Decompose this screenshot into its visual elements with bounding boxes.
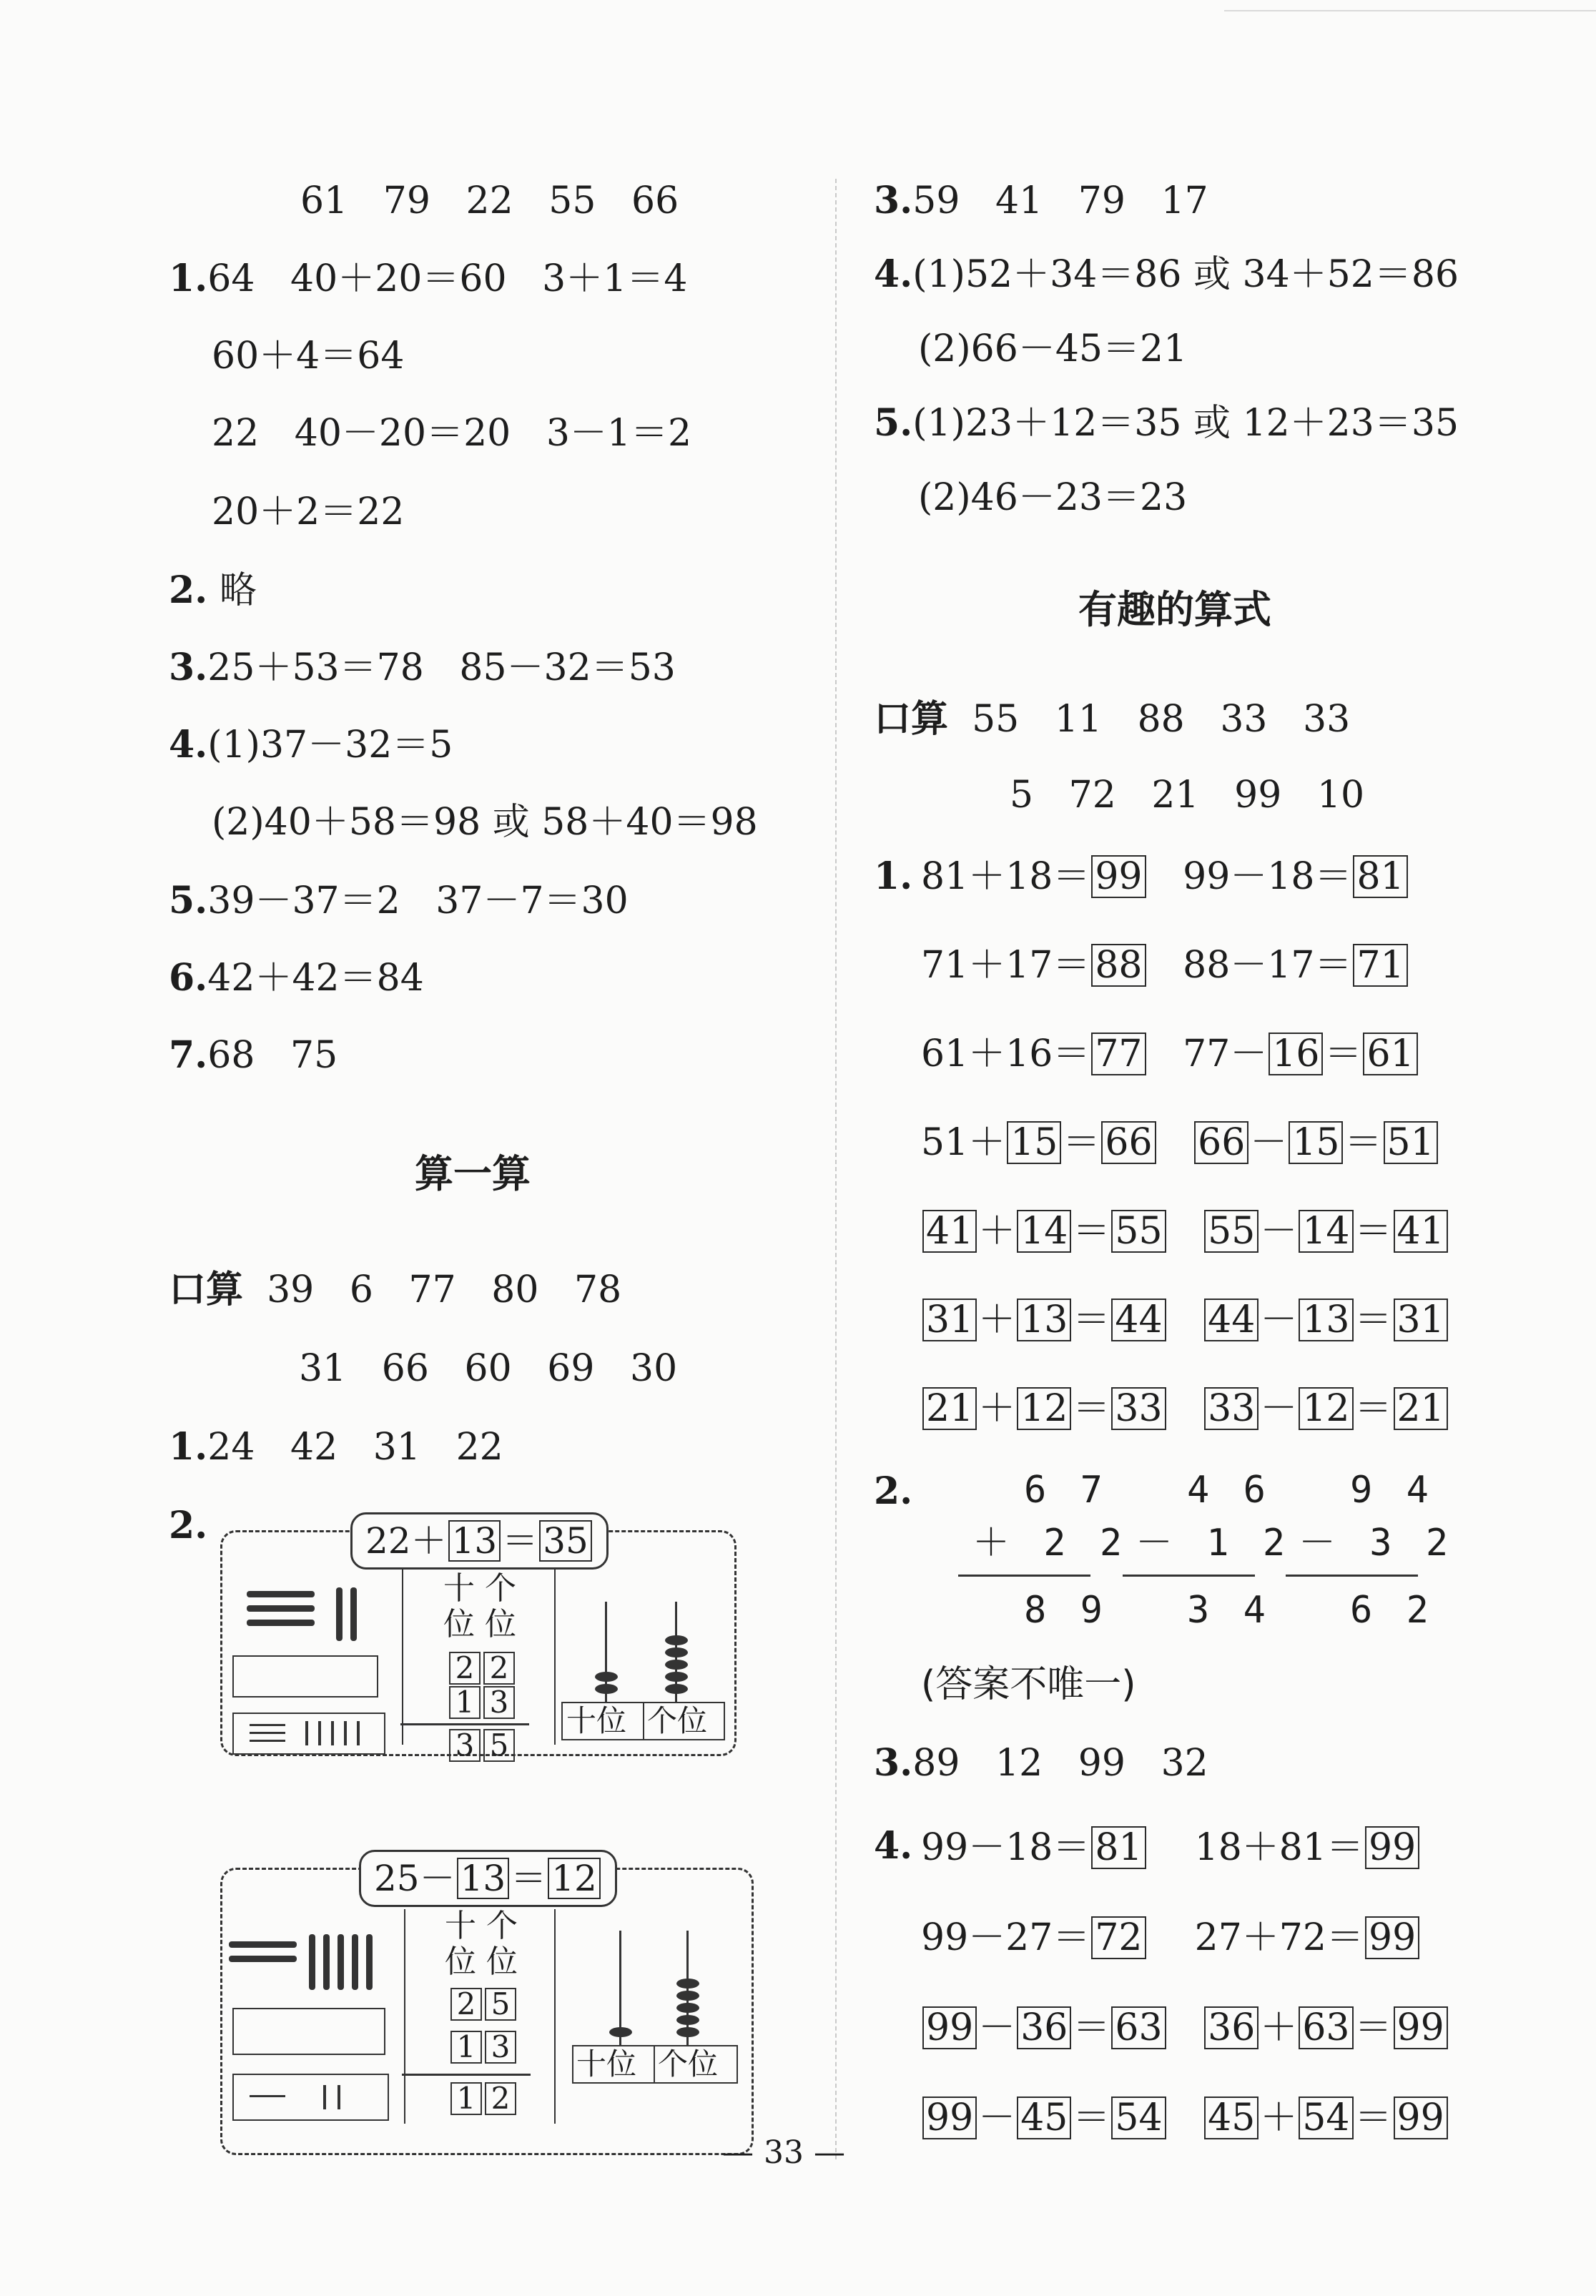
r-q2-num: 2. bbox=[874, 1469, 913, 1513]
q2: 2. 略 bbox=[169, 568, 257, 612]
s2-q2-num: 2. bbox=[169, 1504, 208, 1547]
r-q5-line1: 5.(1)23＋12＝35 或 12＋23＝35 bbox=[874, 401, 1459, 445]
figure-2-place-header: 十 个 bbox=[445, 1908, 518, 1944]
r-q1-row4: 51＋ 15 ＝ 66 66 － 15 ＝ 51 bbox=[921, 1121, 1439, 1164]
figure-1-place-wei: 位 位 bbox=[443, 1606, 516, 1642]
page-number: — 33 — bbox=[722, 2134, 845, 2171]
fig2-d2b: 3 bbox=[485, 2031, 516, 2064]
figure-1-place-header: 十 个 bbox=[443, 1570, 516, 1607]
fig1-d1a: 2 bbox=[449, 1652, 481, 1685]
r-q4-num: 4. bbox=[874, 1824, 913, 1868]
top-answers: 61 79 22 55 66 bbox=[300, 179, 679, 222]
q1-line3: 22 40－20＝20 3－1＝2 bbox=[212, 412, 692, 455]
q4-line2: (2)40＋58＝98 或 58＋40＝98 bbox=[212, 801, 758, 844]
r-kousuan-row1: 口算 55 11 88 33 33 bbox=[874, 698, 1351, 741]
q1-line1: 1.64 40＋20＝60 3＋1＝4 bbox=[169, 257, 688, 300]
fig1-sum-line bbox=[400, 1723, 529, 1725]
kousuan-row2: 31 66 60 69 30 bbox=[299, 1347, 678, 1390]
fig1-d1b: 2 bbox=[483, 1652, 515, 1685]
figure-1-sep-b bbox=[554, 1570, 556, 1745]
r-q1-row1: 81＋18＝ 99 99－18＝ 81 bbox=[921, 855, 1409, 898]
figure-2-equation: 25－ 13 ＝ 12 bbox=[359, 1850, 617, 1907]
kousuan-row1: 口算 39 6 77 80 78 bbox=[169, 1268, 622, 1311]
top-rule bbox=[1224, 10, 1596, 11]
r-q4-row4: 99 － 45 ＝ 54 45 ＋ 54 ＝ 99 bbox=[921, 2097, 1449, 2139]
fig1-d2b: 3 bbox=[483, 1686, 515, 1719]
q3: 3.25＋53＝78 85－32＝53 bbox=[169, 646, 676, 689]
r-q4-row3: 99 － 36 ＝ 63 36 ＋ 63 ＝ 99 bbox=[921, 2006, 1449, 2049]
r-q4-row2: 99－27＝ 72 27＋72＝ 99 bbox=[921, 1916, 1421, 1959]
fig1-d3b: 5 bbox=[483, 1729, 515, 1762]
r-q4-row1: 99－18＝ 81 18＋81＝ 99 bbox=[921, 1826, 1421, 1869]
figure-1-sep-a bbox=[402, 1570, 403, 1745]
tally-box-2a bbox=[232, 2008, 385, 2055]
r-q3-sec: 3.89 12 99 32 bbox=[874, 1741, 1208, 1785]
figure-1-equation: 22＋ 13 ＝ 35 bbox=[350, 1512, 609, 1570]
fig1-d3a: 3 bbox=[449, 1729, 481, 1762]
tally-box-1b bbox=[232, 1713, 385, 1755]
r-q4-line2: (2)66－45＝21 bbox=[918, 327, 1188, 370]
figure-2-sep-b bbox=[554, 1909, 556, 2124]
fig2-d3b: 2 bbox=[485, 2082, 516, 2115]
fig1-d2a: 1 bbox=[449, 1686, 481, 1719]
fig2-d2a: 1 bbox=[450, 2031, 482, 2064]
q1-line2: 60＋4＝64 bbox=[212, 335, 405, 378]
q1-line4: 20＋2＝22 bbox=[212, 491, 405, 533]
column-divider bbox=[835, 179, 837, 2159]
figure-2-sep-a bbox=[404, 1909, 405, 2124]
fig2-d3a: 1 bbox=[450, 2082, 482, 2115]
r-q1-row7: 21 ＋ 12 ＝ 33 33 － 12 ＝ 21 bbox=[921, 1387, 1449, 1430]
q5: 5.39－37＝2 37－7＝30 bbox=[169, 879, 629, 922]
section-title-youqu: 有趣的算式 bbox=[1078, 587, 1271, 632]
r-kousuan-row2: 5 72 21 99 10 bbox=[1010, 774, 1365, 817]
r-q1-row6: 31 ＋ 13 ＝ 44 44 － 13 ＝ 31 bbox=[921, 1299, 1449, 1341]
figure-2-place-wei: 位 位 bbox=[445, 1943, 518, 1980]
r-q1-row5: 41 ＋ 14 ＝ 55 55 － 14 ＝ 41 bbox=[921, 1210, 1449, 1253]
r-q1-row2: 71＋17＝ 88 88－17＝ 71 bbox=[921, 944, 1409, 987]
s2-q1: 1.24 42 31 22 bbox=[169, 1425, 503, 1469]
fig2-d1a: 2 bbox=[450, 1988, 482, 2021]
r-q1-row3: 61＋16＝ 77 77－ 16 ＝ 61 bbox=[921, 1033, 1419, 1075]
r-q5-line2: (2)46－23＝23 bbox=[918, 476, 1188, 519]
r-q2-note: (答案不唯一) bbox=[921, 1663, 1136, 1706]
tally-box-1a bbox=[232, 1655, 378, 1698]
q7: 7.68 75 bbox=[169, 1033, 338, 1077]
section-title-suanyisuan: 算一算 bbox=[415, 1151, 531, 1196]
r-q1-num: 1. bbox=[874, 854, 913, 898]
fig2-d1b: 5 bbox=[485, 1988, 516, 2021]
q6: 6.42＋42＝84 bbox=[169, 956, 424, 1000]
fig2-diff-line bbox=[402, 2074, 531, 2076]
r-q3: 3.59 41 79 17 bbox=[874, 179, 1208, 222]
q4-line1: 4.(1)37－32＝5 bbox=[169, 723, 453, 767]
tally-box-2b bbox=[232, 2074, 389, 2121]
r-q4-line1: 4.(1)52＋34＝86 或 34＋52＝86 bbox=[874, 252, 1459, 296]
